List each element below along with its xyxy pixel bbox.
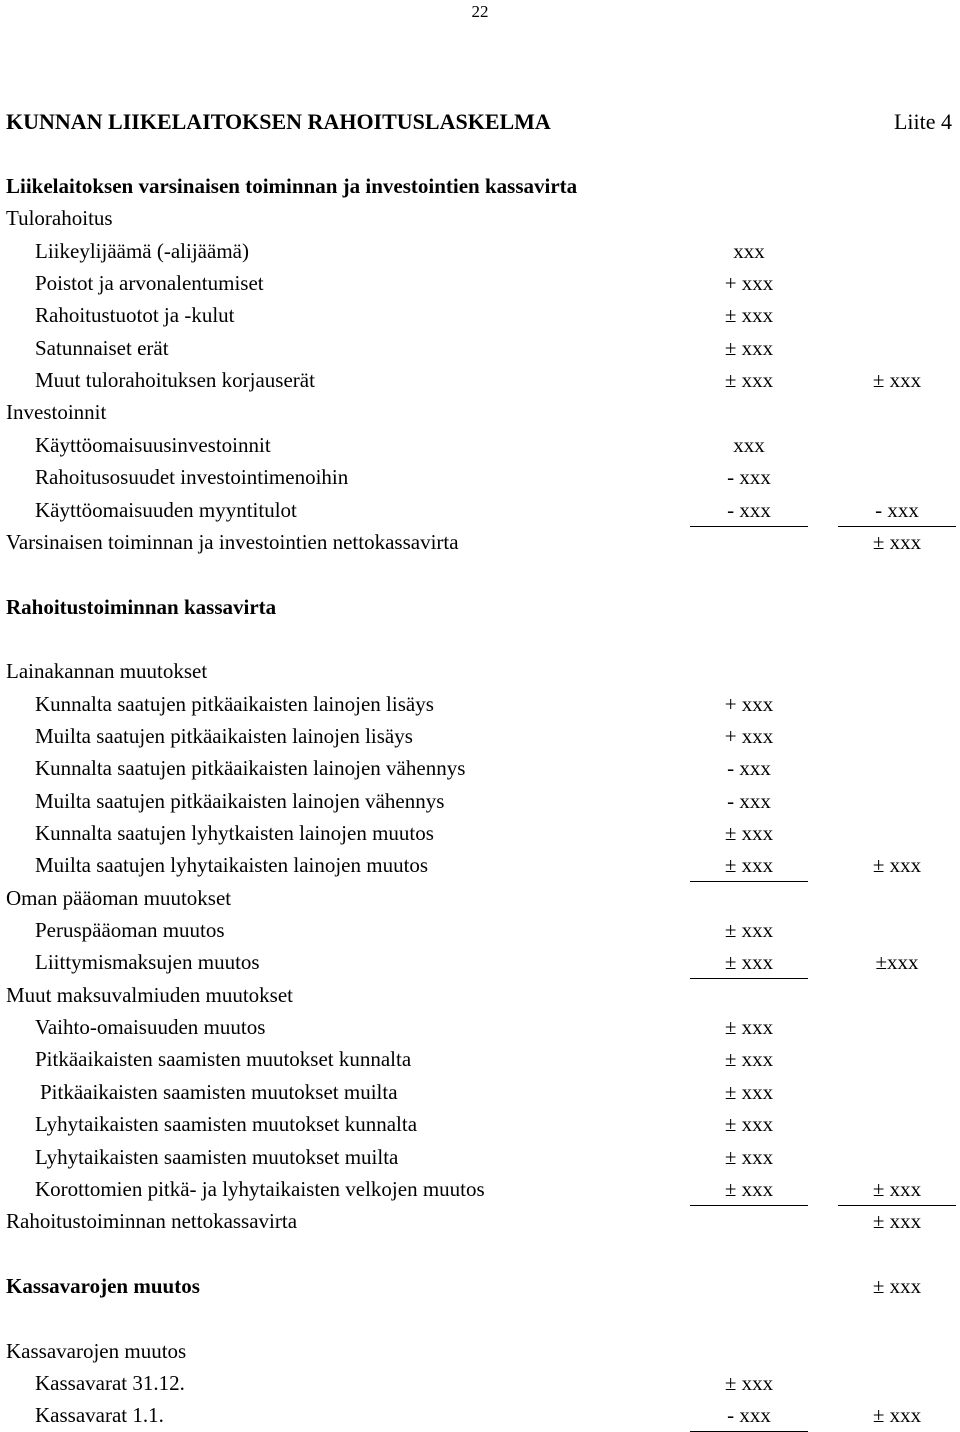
amount-column-1 — [690, 1238, 808, 1270]
row-label: Pitkäaikaisten saamisten muutokset kunnalta — [35, 1047, 412, 1072]
row-label: Kassavarojen muutos — [6, 1338, 187, 1363]
row-label: Varsinaisen toiminnan ja investointien nettokassavirta — [6, 529, 459, 554]
statement-row — [0, 1011, 960, 1043]
row-label: Lyhytaikaisten saamisten muutokset kunnalta — [35, 1112, 418, 1137]
statement-row — [0, 558, 960, 590]
section-heading: Kassavarojen muutos — [6, 1273, 200, 1298]
amount-column-1: ± xxx — [724, 1370, 774, 1395]
amount-column-1 — [690, 591, 808, 623]
amount-column-1: ± xxx — [724, 368, 774, 393]
amount-column-1 — [690, 882, 808, 914]
amount-column-2 — [838, 623, 956, 655]
amount-column-1: ± xxx — [724, 1015, 774, 1040]
statement-row — [0, 882, 960, 914]
amount-column-2 — [838, 1108, 956, 1140]
amount-column-2 — [838, 461, 956, 493]
row-label: Poistot ja arvonalentumiset — [35, 271, 264, 296]
statement-row — [0, 332, 960, 364]
page-number: 22 — [471, 2, 489, 21]
row-label: Käyttöomaisuusinvestoinnit — [35, 432, 271, 457]
amount-column-2 — [838, 720, 956, 752]
row-label: Muilta saatujen pitkäaikaisten lainojen vähennys — [35, 788, 445, 813]
statement-row — [0, 1399, 960, 1431]
row-label: Liittymismaksujen muutos — [35, 950, 260, 975]
amount-column-2 — [838, 752, 956, 784]
amount-column-1: - xxx — [690, 494, 808, 527]
amount-column-2: ± xxx — [838, 1173, 956, 1206]
row-label: Kassavarat 31.12. — [35, 1370, 185, 1395]
amount-column-2: ± xxx — [872, 529, 922, 554]
row-label: Satunnaiset erät — [35, 335, 169, 360]
amount-column-2 — [838, 1141, 956, 1173]
row-label: Investoinnit — [6, 400, 107, 425]
row-label: Peruspääoman muutos — [35, 918, 225, 943]
amount-column-1: ± xxx — [724, 918, 774, 943]
amount-column-1: xxx — [733, 238, 765, 263]
row-label: Kunnalta saatujen pitkäaikaisten lainojen vähennys — [35, 756, 466, 781]
section-heading: Liikelaitoksen varsinaisen toiminnan ja investointien kassavirta — [6, 174, 578, 198]
amount-column-2 — [838, 299, 956, 331]
statement-row — [0, 1238, 960, 1270]
row-label: Lyhytaikaisten saamisten muutokset muilta — [35, 1144, 399, 1169]
row-label: Vaihto-omaisuuden muutos — [35, 1015, 266, 1040]
statement-row — [0, 396, 960, 428]
statement-row — [0, 364, 960, 396]
amount-column-2: ± xxx — [872, 853, 922, 878]
amount-column-1 — [690, 1270, 808, 1302]
amount-column-2 — [838, 655, 956, 687]
statement-row — [0, 720, 960, 752]
amount-column-2 — [838, 267, 956, 299]
statement-row — [0, 655, 960, 687]
amount-column-1: ± xxx — [690, 1173, 808, 1206]
statement-row — [0, 785, 960, 817]
amount-column-2 — [838, 332, 956, 364]
row-label: Rahoitusosuudet investointimenoihin — [35, 465, 349, 490]
statement-row — [0, 849, 960, 881]
row-label: Rahoitustuotot ja -kulut — [35, 303, 235, 328]
row-label: Rahoitustoiminnan nettokassavirta — [6, 1209, 298, 1234]
amount-column-1 — [690, 396, 808, 428]
amount-column-2: ±xxx — [875, 950, 919, 975]
amount-column-1 — [690, 202, 808, 234]
amount-column-1: + xxx — [724, 271, 774, 296]
row-label: Kunnalta saatujen lyhytkaisten lainojen muutos — [35, 821, 434, 845]
statement-row — [0, 817, 960, 849]
amount-column-1: ± xxx — [724, 1112, 774, 1137]
amount-column-2 — [838, 396, 956, 428]
amount-column-1 — [690, 655, 808, 687]
amount-column-1: ± xxx — [724, 1047, 774, 1072]
statement-row — [0, 946, 960, 978]
amount-column-2 — [838, 979, 956, 1011]
amount-column-2 — [838, 688, 956, 720]
amount-column-1: ± xxx — [724, 1144, 774, 1169]
amount-column-2 — [838, 170, 956, 202]
statement-row — [0, 461, 960, 493]
row-label: Muut tulorahoituksen korjauserät — [35, 368, 315, 393]
amount-column-1 — [690, 558, 808, 590]
amount-column-2 — [838, 429, 956, 461]
amount-column-2 — [838, 591, 956, 623]
row-label: Korottomien pitkä- ja lyhytaikaisten velkojen muutos — [35, 1176, 485, 1201]
amount-column-1: - xxx — [727, 465, 771, 490]
amount-column-1: - xxx — [690, 1399, 808, 1432]
statement-row — [0, 1141, 960, 1173]
statement-row — [0, 752, 960, 784]
statement-row — [0, 1335, 960, 1367]
amount-column-2: - xxx — [838, 494, 956, 527]
amount-column-1: ± xxx — [724, 303, 774, 328]
statement-row — [0, 202, 960, 234]
amount-column-1: - xxx — [727, 756, 771, 781]
statement-row — [0, 1043, 960, 1075]
amount-column-1 — [690, 1302, 808, 1334]
row-label: Kassavarat 1.1. — [35, 1403, 164, 1428]
statement-row — [0, 688, 960, 720]
amount-column-1: + xxx — [724, 691, 774, 716]
amount-column-2 — [838, 1335, 956, 1367]
statement-row — [0, 1108, 960, 1140]
amount-column-2 — [838, 1238, 956, 1270]
row-label: Muilta saatujen pitkäaikaisten lainojen lisäys — [35, 723, 413, 748]
row-label: Oman pääoman muutokset — [6, 885, 232, 910]
statement-row — [0, 1302, 960, 1334]
amount-column-2 — [838, 1302, 956, 1334]
statement-row — [0, 235, 960, 267]
amount-column-1: ± xxx — [724, 1079, 774, 1104]
statement-row — [0, 494, 960, 526]
statement-row — [0, 170, 960, 202]
statement-row — [0, 429, 960, 461]
row-label: Pitkäaikaisten saamisten muutokset muilta — [40, 1079, 398, 1104]
statement-row — [0, 979, 960, 1011]
amount-column-1: ± xxx — [690, 849, 808, 882]
amount-column-1: ± xxx — [724, 821, 774, 845]
amount-column-2 — [838, 1076, 956, 1108]
row-label: Käyttöomaisuuden myyntitulot — [35, 497, 297, 522]
section-heading: Rahoitustoiminnan kassavirta — [6, 594, 277, 619]
statement-row — [0, 1270, 960, 1302]
document-title: KUNNAN LIIKELAITOKSEN RAHOITUSLASKELMA — [6, 109, 551, 134]
amount-column-2 — [838, 1367, 956, 1399]
amount-column-2 — [838, 1011, 956, 1043]
amount-column-1 — [690, 1205, 808, 1237]
statement-row — [0, 914, 960, 946]
statement-row — [0, 1367, 960, 1399]
amount-column-1 — [690, 1335, 808, 1367]
statement-row — [0, 623, 960, 655]
row-label: Muilta saatujen lyhytaikaisten lainojen muutos — [35, 853, 429, 878]
amount-column-1 — [690, 526, 808, 558]
amount-column-2: ± xxx — [872, 1273, 922, 1298]
statement-row — [0, 1173, 960, 1205]
amount-column-2 — [838, 558, 956, 590]
row-label: Lainakannan muutokset — [6, 659, 208, 684]
amount-column-2 — [838, 914, 956, 946]
amount-column-2: ± xxx — [872, 368, 922, 393]
amount-column-1 — [690, 979, 808, 1011]
statement-row — [0, 267, 960, 299]
row-label: Liikeylijäämä (-alijäämä) — [35, 238, 249, 263]
amount-column-2 — [838, 785, 956, 817]
amount-column-1: xxx — [733, 432, 765, 457]
amount-column-1 — [690, 623, 808, 655]
amount-column-1: ± xxx — [724, 335, 774, 360]
amount-column-2 — [838, 235, 956, 267]
amount-column-2: ± xxx — [872, 1209, 922, 1234]
row-label: Tulorahoitus — [6, 206, 113, 231]
statement-row — [0, 1076, 960, 1108]
amount-column-1: + xxx — [724, 723, 774, 748]
statement-row — [0, 526, 960, 558]
statement-row — [0, 591, 960, 623]
amount-column-2 — [838, 817, 956, 849]
amount-column-1 — [690, 170, 808, 202]
amount-column-2 — [838, 882, 956, 914]
appendix-label: Liite 4 — [893, 109, 952, 134]
amount-column-1: - xxx — [727, 788, 771, 813]
amount-column-2: ± xxx — [872, 1403, 922, 1428]
row-label: Muut maksuvalmiuden muutokset — [6, 982, 293, 1007]
amount-column-1: ± xxx — [690, 946, 808, 979]
statement-row — [0, 1205, 960, 1237]
amount-column-2 — [838, 202, 956, 234]
row-label: Kunnalta saatujen pitkäaikaisten lainojen lisäys — [35, 691, 434, 716]
statement-row — [0, 299, 960, 331]
amount-column-2 — [838, 1043, 956, 1075]
